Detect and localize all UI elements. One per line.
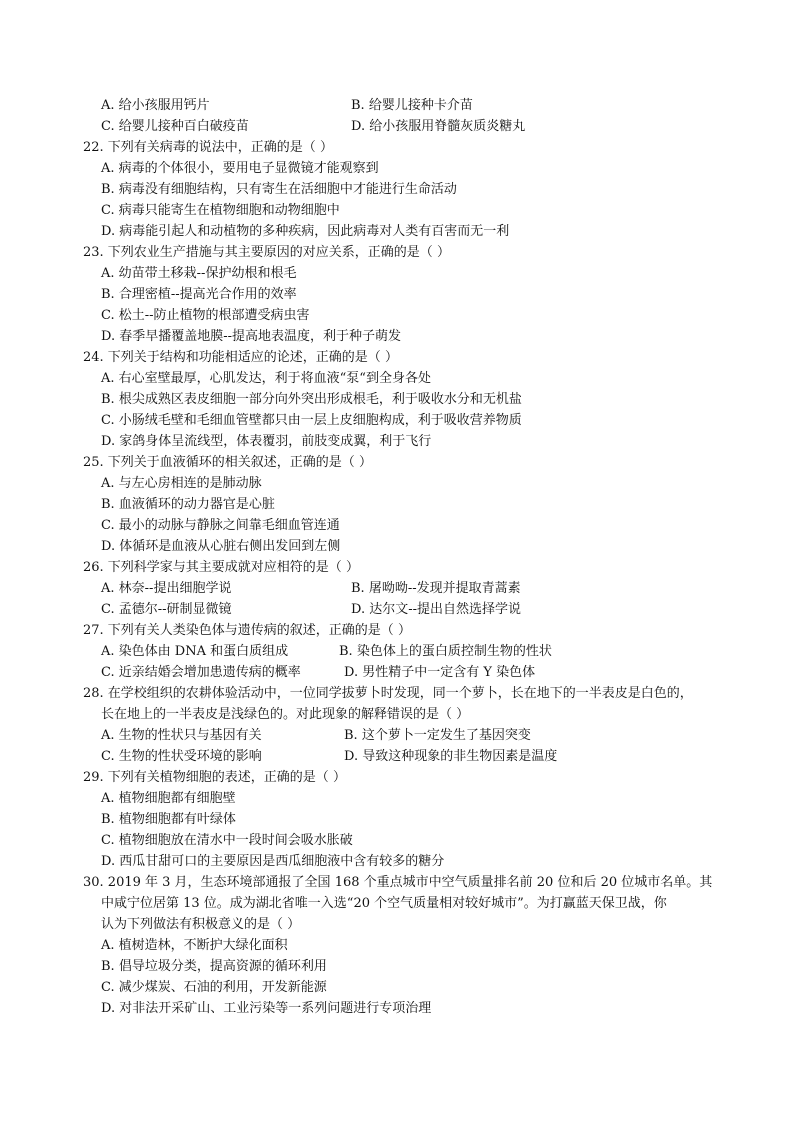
option-b: B. 植物细胞都有叶绿体 [101, 812, 236, 827]
question-stem-continued: 长在地上的一半表皮是浅绿色的。对此现象的解释错误的是（ ） [101, 707, 470, 722]
option-d: D. 达尔文--提出自然选择学说 [351, 602, 522, 617]
question-stem: 29. 下列有关植物细胞的表述，正确的是（ ） [83, 770, 346, 785]
option-c: C. 植物细胞放在清水中一段时间会吸水胀破 [101, 833, 353, 848]
option-b: B. 血液循环的动力器官是心脏 [101, 497, 275, 512]
question-stem: 22. 下列有关病毒的说法中，正确的是（ ） [83, 140, 333, 155]
option-c: C. 孟德尔--研制显微镜 [101, 602, 232, 617]
option-b: B. 合理密植--提高光合作用的效率 [101, 287, 297, 302]
option-a: A. 植树造林，不断护大绿化面积 [101, 938, 288, 953]
option-a: A. 染色体由 DNA 和蛋白质组成 [101, 644, 289, 659]
question-stem: 25. 下列关于血液循环的相关叙述，正确的是（ ） [83, 455, 372, 470]
question-stem: 26. 下列科学家与其主要成就对应相符的是（ ） [83, 560, 359, 575]
question-stem-continued: 认为下列做法有积极意义的是（ ） [101, 917, 301, 932]
option-c: C. 给婴儿接种百白破疫苗 [101, 119, 249, 134]
option-b: B. 这个萝卜一定发生了基因突变 [344, 728, 531, 743]
option-d: D. 男性精子中一定含有 Y 染色体 [344, 665, 536, 680]
option-d: D. 导致这种现象的非生物因素是温度 [344, 749, 558, 764]
option-b: B. 倡导垃圾分类，提高资源的循环利用 [101, 959, 327, 974]
option-c: C. 病毒只能寄生在植物细胞和动物细胞中 [101, 203, 340, 218]
option-a: A. 林奈--提出细胞学说 [101, 581, 232, 596]
option-a: A. 生物的性状只与基因有关 [101, 728, 262, 743]
option-d: D. 春季早播覆盖地膜--提高地表温度，利于种子萌发 [101, 329, 402, 344]
option-b: B. 根尖成熟区表皮细胞一部分向外突出形成根毛，利于吸收水分和无机盐 [101, 392, 522, 407]
option-d: D. 给小孩服用脊髓灰质炎糖丸 [351, 119, 526, 134]
question-stem: 23. 下列农业生产措施与其主要原因的对应关系，正确的是（ ） [83, 245, 450, 260]
option-b: B. 屠呦呦--发现并提取青蒿素 [351, 581, 521, 596]
option-d: D. 对非法开采矿山、工业污染等一系列问题进行专项治理 [101, 1001, 432, 1016]
option-b: B. 病毒没有细胞结构，只有寄生在活细胞中才能进行生命活动 [101, 182, 457, 197]
option-a: A. 病毒的个体很小，要用电子显微镜才能观察到 [101, 161, 379, 176]
option-a: A. 植物细胞都有细胞壁 [101, 791, 236, 806]
option-c: C. 最小的动脉与静脉之间靠毛细血管连通 [101, 518, 340, 533]
option-c: C. 近亲结婚会增加患遗传病的概率 [101, 665, 301, 680]
option-c: C. 小肠绒毛壁和毛细血管壁都只由一层上皮细胞构成，利于吸收营养物质 [101, 413, 522, 428]
option-a: A. 右心室壁最厚，心肌发达，利于将血液“泵“到全身各处 [101, 371, 431, 386]
option-a: A. 给小孩服用钙片 [101, 98, 210, 113]
question-stem: 28. 在学校组织的农耕体验活动中，一位同学拔萝卜时发现，同一个萝卜，长在地下的一半表皮是白色的， [83, 686, 693, 701]
option-d: D. 病毒能引起人和动植物的多种疾病，因此病毒对人类有百害而无一利 [101, 224, 510, 239]
option-d: D. 家鸽身体呈流线型，体表覆羽，前肢变成翼，利于飞行 [101, 434, 432, 449]
question-stem: 30. 2019 年 3 月，生态环境部通报了全国 168 个重点城市中空气质量排名前 20 位和后 20 位城市名单。其 [83, 875, 713, 890]
question-stem: 27. 下列有关人类染色体与遗传病的叙述，正确的是（ ） [83, 623, 411, 638]
option-c: C. 减少煤炭、石油的利用，开发新能源 [101, 980, 327, 995]
option-b: B. 染色体上的蛋白质控制生物的性状 [339, 644, 552, 659]
question-stem-continued: 中咸宁位居第 13 位。成为湖北省唯一入选“20 个空气质量相对较好城市”。为打赢蓝天保卫战，你 [101, 896, 667, 911]
option-c: C. 松土--防止植物的根部遭受病虫害 [101, 308, 310, 323]
option-c: C. 生物的性状受环境的影响 [101, 749, 262, 764]
option-d: D. 西瓜甘甜可口的主要原因是西瓜细胞液中含有较多的糖分 [101, 854, 445, 869]
option-a: A. 幼苗带土移栽--保护幼根和根毛 [101, 266, 297, 281]
option-b: B. 给婴儿接种卡介苗 [351, 98, 473, 113]
option-a: A. 与左心房相连的是肺动脉 [101, 476, 262, 491]
question-stem: 24. 下列关于结构和功能相适应的论述，正确的是（ ） [83, 350, 398, 365]
option-d: D. 体循环是血液从心脏右侧出发回到左侧 [101, 539, 341, 554]
